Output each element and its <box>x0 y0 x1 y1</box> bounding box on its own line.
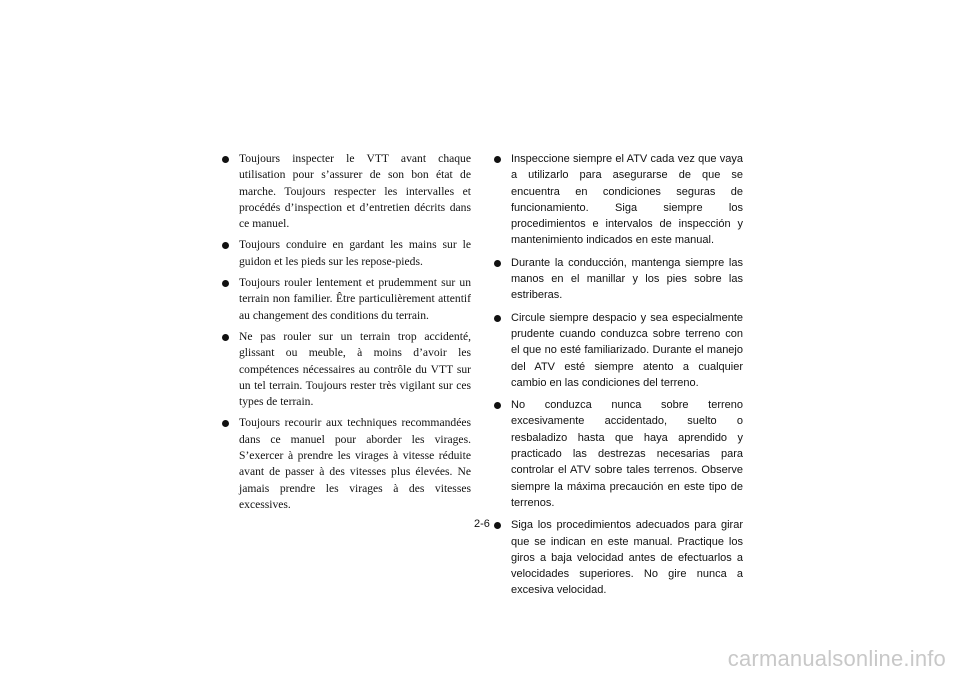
bullet-icon <box>494 402 501 409</box>
list-item-text: Siga los procedimientos adecuados para girar que se indican en este manual. Practique los giros a baja velocidad antes de efectuarlos a velocidades superiores. No gire nunca a excesiva velocidad. <box>511 519 743 597</box>
list-item <box>493 517 743 598</box>
list-item <box>221 415 471 513</box>
list-item <box>493 255 743 304</box>
bullet-icon <box>494 315 501 322</box>
list-item-text: Circule siempre despacio y sea especialmente prudente cuando conduzca sobre terreno con el que no esté familiarizado. Durante el manejo del ATV esté siempre atento a cualquier cambio en las condiciones del terreno. <box>511 311 743 389</box>
bullet-icon <box>494 156 501 163</box>
bullet-icon <box>222 242 229 249</box>
bullet-icon <box>222 280 229 287</box>
list-item-text: Ne pas rouler sur un terrain trop accidenté, glissant ou meuble, à moins d’avoir les compétences nécessaires au contrôle du VTT sur un tel terrain. Toujours rester très vigilant sur ces types de terrain. <box>239 329 471 409</box>
bullet-icon <box>222 334 229 341</box>
list-item-text: Toujours conduire en gardant les mains sur le guidon et les pieds sur les repose-pieds. <box>239 238 471 268</box>
list-item-text: Toujours inspecter le VTT avant chaque utilisation pour s’assurer de son bon état de marche. Toujours respecter les intervalles et procédés d’inspection et d’entretien décrits dans ce manuel. <box>239 152 471 231</box>
list-item-text: Inspeccione siempre el ATV cada vez que vaya a utilizarlo para asegurarse de que se encuentra en condiciones seguras de funcionamiento. Siga siempre los procedimientos e intervalos de inspección y mantenimiento indicados en este manual. <box>511 153 743 247</box>
list-item-text: No conduzca nunca sobre terreno excesivamente accidentado, suelto o resbaladizo hasta que haya aprendido y practicado las destrezas necesarias para controlar el ATV sobre tales terrenos. Observe siempre la máxima precaución en este tipo de terrenos. <box>511 399 743 509</box>
list-item-text: Toujours recourir aux techniques recommandées dans ce manuel pour aborder les virages. S’exercer à prendre les virages à vitesse réduite avant de passer à des vitesses plus élevées. Ne jamais prendre les virages à des vitesses excessives. <box>239 416 471 511</box>
list-item <box>493 310 743 391</box>
list-item <box>493 397 743 511</box>
bullet-icon <box>222 156 229 163</box>
bullet-icon <box>222 420 229 427</box>
watermark: carmanualsonline.info <box>727 646 946 671</box>
page-number: 2-6 <box>474 518 490 530</box>
list-item <box>221 329 471 410</box>
spanish-column <box>493 151 743 605</box>
bullet-icon <box>494 522 501 529</box>
list-item <box>493 151 743 249</box>
list-item-text: Toujours rouler lentement et prudemment sur un terrain non familier. Être particulièrement attentif au changement des conditions du terrain. <box>239 276 471 322</box>
list-item <box>221 275 471 324</box>
french-column <box>221 151 471 518</box>
list-item <box>221 151 471 232</box>
bullet-icon <box>494 260 501 267</box>
list-item <box>221 237 471 270</box>
list-item-text: Durante la conducción, mantenga siempre las manos en el manillar y los pies sobre las estriberas. <box>511 256 743 302</box>
